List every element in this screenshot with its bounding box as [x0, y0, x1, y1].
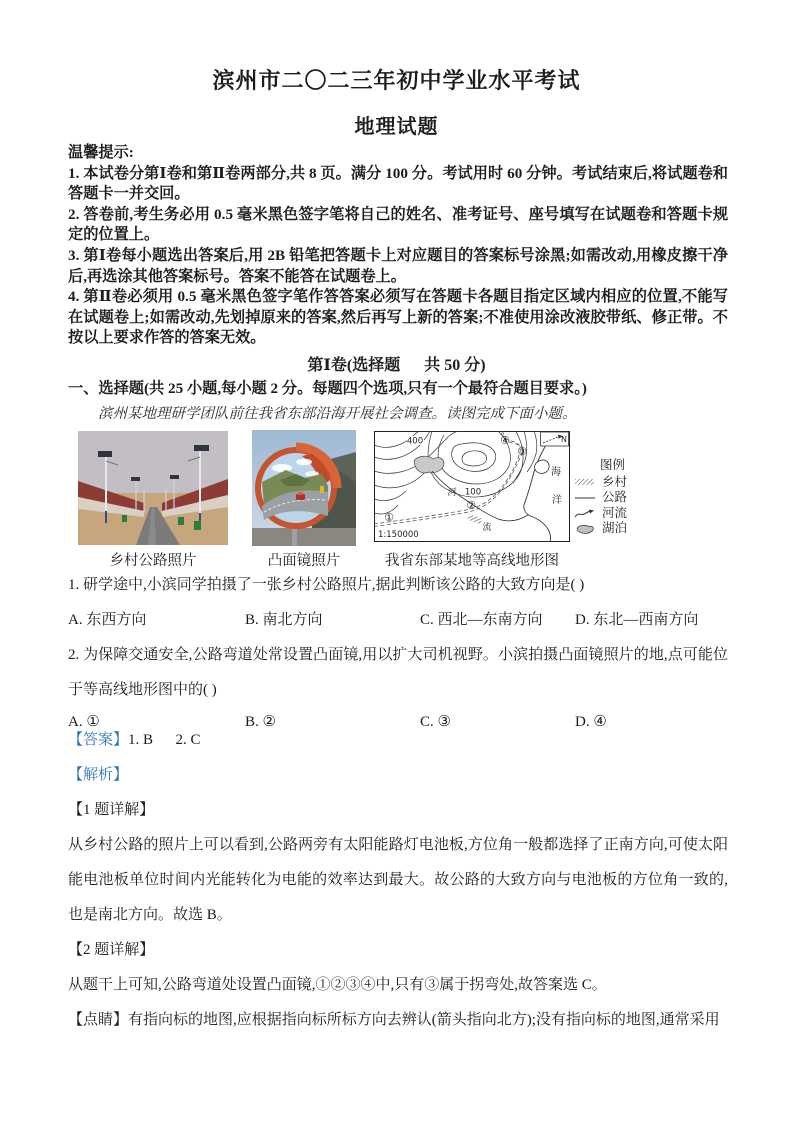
legend-label: 乡村: [602, 474, 628, 489]
option-c: C. ③: [420, 714, 451, 730]
answer-line: [68, 723, 728, 758]
notice-item: 1. 本试卷分第Ⅰ卷和第Ⅱ卷两部分,共 8 页。满分 100 分。考试用时 60 分钟。考试结束后,将试题卷和答题卡一并交回。: [68, 164, 728, 203]
legend-item-village: [574, 475, 724, 491]
map-ocean-label-1: 海: [551, 467, 561, 478]
option-a: A. ①: [68, 714, 100, 730]
question-2-text: 2. 为保障交通安全,公路弯道处常设置凸面镜,用以扩大司机视野。小滨拍摄凸面镜照片的地,点可能位于等高线地形图中的( ): [68, 647, 728, 698]
map-legend: [574, 458, 724, 537]
photo1-caption: 乡村公路照片: [109, 553, 197, 569]
figure-row: [68, 428, 728, 578]
svg-text:N: N: [561, 435, 567, 444]
page-subtitle: 地理试题: [354, 116, 439, 138]
question-1-text: 1. 研学途中,小滨同学拍摄了一张乡村公路照片,据此判断该公路的大致方向是( ): [68, 577, 585, 593]
option-a: A. 东西方向: [68, 612, 147, 628]
question-intro: 滨州某地理研学团队前往我省东部沿海开展社会调查。读图完成下面小题。: [98, 406, 577, 422]
photo2-caption: 凸面镜照片: [267, 553, 341, 569]
notice-heading: 温馨提示:: [68, 144, 134, 161]
option-d: D. 东北—西南方向: [575, 612, 699, 628]
map-point-1: ①: [384, 511, 394, 524]
detail-2-label: 【2 题详解】: [68, 942, 155, 958]
tip-line: [68, 1003, 728, 1038]
legend-title: 图例: [600, 458, 626, 472]
map-river-label-1: 河: [447, 488, 457, 498]
map-point-2: ②: [466, 499, 476, 512]
detail-1-label: 【1 题详解】: [68, 802, 155, 818]
contour-map: [374, 431, 570, 542]
detail-2-text: 从题干上可知,公路弯道处设置凸面镜,①②③④中,只有③属于拐弯处,故答案选 C。: [68, 977, 607, 993]
answer-value: 1. B 2. C: [128, 732, 201, 748]
map-contour-100-label: 100: [464, 487, 482, 498]
answer-label: 【答案】: [68, 732, 129, 748]
photo-rural-road: [78, 431, 228, 545]
page-title: 滨州市二〇二三年初中学业水平考试: [212, 68, 581, 93]
map-point-3: ③: [517, 445, 527, 458]
map-scale: 1:150000: [378, 530, 419, 540]
village-hatch-icon: [574, 476, 598, 488]
detail-1-text: 从乡村公路的照片上可以看到,公路两旁有太阳能路灯电池板,方位角一般都选择了正南方向,可使太阳能电池板单位时间内光能转化为电能的效率达到最大。故公路的大致方向与电池板的方位角一致的,也是南北方向。故选 B。: [68, 837, 728, 923]
lake-blob-icon: [574, 523, 598, 535]
road-line-icon: [574, 492, 598, 504]
exam-notice: [68, 143, 728, 349]
compass-north-icon: [541, 432, 569, 446]
analysis-label: 【解析】: [68, 767, 129, 783]
volume-heading: 第Ⅰ卷(选择题 共 50 分): [307, 357, 486, 374]
map-ocean-label-2: 洋: [552, 495, 562, 506]
photo-convex-mirror: [252, 430, 356, 546]
river-curve-icon: [574, 507, 598, 519]
part-heading: 一、选择题(共 25 小题,每小题 2 分。每题四个选项,只有一个最符合题目要求。): [68, 380, 587, 397]
legend-item-river: [574, 506, 724, 522]
map-caption: 我省东部某地等高线地形图: [385, 553, 559, 569]
question-1-options: [68, 603, 728, 638]
option-c: C. 西北—东南方向: [420, 612, 543, 628]
legend-label: 公路: [602, 490, 628, 504]
legend-item-lake: [574, 521, 724, 537]
notice-item: 2. 答卷前,考生务必用 0.5 毫米黑色签字笔将自己的姓名、准考证号、座号填写在试题卷和答题卡规定的位置上。: [68, 205, 728, 244]
option-b: B. ②: [245, 714, 276, 730]
legend-label: 河流: [602, 505, 628, 520]
legend-item-road: [574, 490, 724, 506]
map-river-label-2: 流: [482, 523, 492, 533]
legend-label: 湖泊: [602, 521, 628, 535]
map-contour-400-label: 400: [406, 436, 424, 447]
tip-text: 有指向标的地图,应根据指向标所标方向去辨认(箭头指向北方);没有指向标的地图,通常采用: [128, 1012, 720, 1028]
notice-item: 3. 第Ⅰ卷每小题选出答案后,用 2B 铅笔把答题卡上对应题目的答案标号涂黑;如需改动,用橡皮擦干净后,再选涂其他答案标号。答案不能答在试题卷上。: [68, 246, 728, 285]
option-d: D. ④: [575, 714, 607, 730]
notice-item: 4. 第Ⅱ卷必须用 0.5 毫米黑色签字笔作答答案必须写在答题卡各题目指定区域内相应的位置,不能写在试题卷上;如需改动,先划掉原来的答案,然后再写上新的答案;不准使用涂改液胶带纸、修正带。不按以上要求作答的答案无效。: [68, 288, 728, 347]
map-point-4: ④: [500, 434, 510, 447]
option-b: B. 南北方向: [245, 612, 323, 628]
tip-label: 【点睛】: [68, 1012, 129, 1028]
